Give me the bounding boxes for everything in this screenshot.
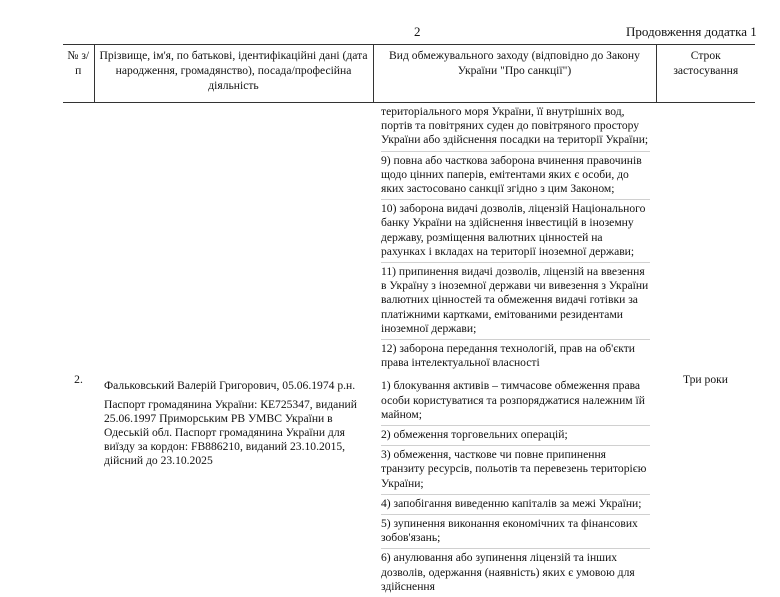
passport-details: Паспорт громадянина України: КЕ725347, виданий 25.06.1997 Приморським РВ УМВС України в Одеській обл. Паспорт громадянина України для виїзду за кордон: FB886210, виданий 23.10.2015, дійсний до 23.10.2025 — [104, 397, 357, 468]
measures-cell — [373, 103, 656, 374]
appendix-continuation-note: Продовження додатка 1 — [626, 24, 757, 39]
measures-cell — [373, 373, 656, 597]
empty-cell — [63, 103, 94, 374]
measure-item: 6) анулювання або зупинення ліцензій та інших дозволів, одержання (наявність) яких є умовою для здійснення — [381, 551, 635, 593]
measure-item: 4) запобігання виведенню капіталів за межі України; — [381, 495, 650, 515]
measure-item: 9) повна або часткова заборона вчинення правочинів щодо цінних паперів, емітентами яких є особи, до яких застосовано санкції згідно з цим Законом; — [381, 152, 650, 201]
empty-cell — [656, 103, 755, 374]
column-header-person: Прізвище, ім'я, по батькові, ідентифікаційні дані (дата народження, громадянство), посада/професійна діяльність — [94, 45, 373, 103]
measure-item: 2) обмеження торговельних операцій; — [381, 426, 650, 446]
table-row-continued — [63, 103, 755, 374]
page-number: 2 — [414, 24, 421, 39]
person-name: Фальковський Валерій Григорович, 05.06.1974 р.н. — [104, 379, 356, 393]
empty-cell — [94, 103, 373, 374]
table-header-row — [63, 45, 755, 103]
column-header-term: Строк застосування — [656, 45, 755, 103]
sanctions-table — [63, 44, 755, 597]
person-cell — [94, 373, 373, 597]
term-value: Три роки — [683, 373, 728, 387]
table-row — [63, 373, 755, 597]
measure-item: 11) припинення видачі дозволів, ліцензій на ввезення в Україну з іноземної держави чи вивезення з України валютних цінностей та обмеження видачі готівки за платіжними картками, емітованими резидентами іноземної держави; — [381, 263, 650, 340]
measure-item: 5) зупинення виконання економічних та фінансових зобов'язань; — [381, 515, 650, 549]
measure-item: 1) блокування активів – тимчасове обмеження права особи користуватися та розпоряджатися належним їй майном; — [381, 377, 650, 426]
row-number: 2. — [74, 373, 83, 387]
column-header-number: № з/п — [63, 45, 94, 103]
measure-item: 3) обмеження, часткове чи повне припинення транзиту ресурсів, польотів та перевезень територією України; — [381, 446, 650, 495]
measure-item: 10) заборона видачі дозволів, ліцензій Національного банку України на здійснення інвестицій в іноземну державу, розміщення валютних цінностей на рахунках і вкладах на території іноземної держави; — [381, 200, 650, 263]
measure-item: 12) заборона передання технологій, прав на об'єкти права інтелектуальної власності — [381, 342, 635, 370]
measure-item: територіального моря України, її внутрішніх вод, портів та повітряних суден до повітряного простору України або здійснення посадки на території України; — [381, 103, 650, 152]
column-header-measure: Вид обмежувального заходу (відповідно до Закону України "Про санкції") — [373, 45, 656, 103]
